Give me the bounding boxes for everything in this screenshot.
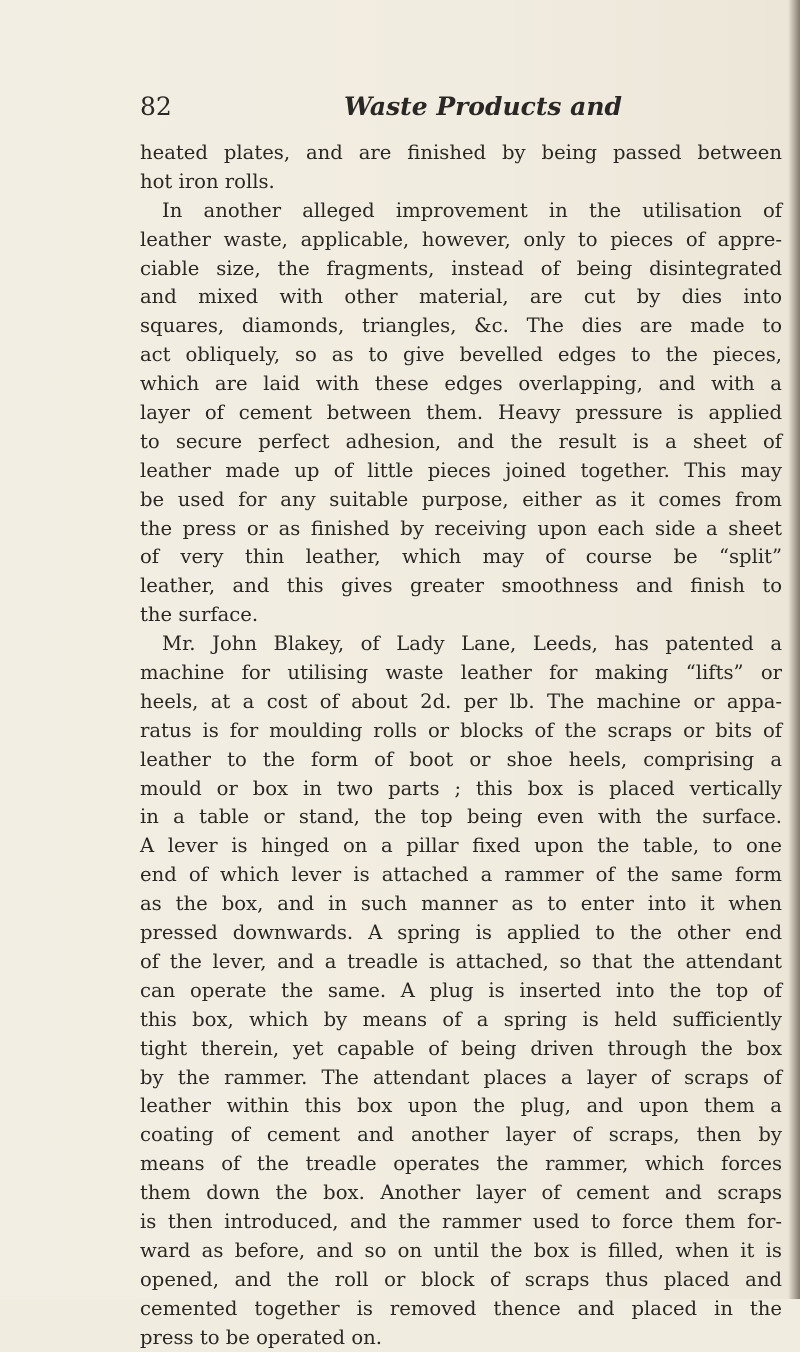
text-line: leather made up of little pieces joined together. This may — [140, 458, 782, 482]
text-line: tight therein, yet capable of being driven through the box — [140, 1036, 782, 1060]
text-line: in a table or stand, the top being even with the surface. — [140, 805, 782, 829]
text-line: the surface. — [140, 603, 259, 627]
text-line: of very thin leather, which may of course be “split” — [140, 545, 782, 569]
text-line: which are laid with these edges overlapping, and with a — [140, 372, 782, 396]
text-line: ciable size, the fragments, instead of being disintegrated — [140, 256, 782, 280]
text-line: leather waste, applicable, however, only to pieces of appre- — [140, 227, 782, 251]
page-header — [140, 92, 780, 132]
text-line: press to be operated on. — [140, 1325, 382, 1349]
text-line: act obliquely, so as to give bevelled edges to the pieces, — [140, 343, 782, 367]
page-edge-shadow — [788, 0, 800, 1299]
body-text — [140, 139, 782, 1352]
text-line: pressed downwards. A spring is applied to the other end — [140, 921, 782, 945]
text-line: means of the treadle operates the rammer, which forces — [140, 1152, 782, 1176]
text-line: ratus is for moulding rolls or blocks of the scraps or bits of — [140, 718, 782, 742]
text-line: ward as before, and so on until the box is filled, when it is — [140, 1238, 782, 1262]
text-line: heated plates, and are finished by being passed between — [140, 141, 782, 164]
paragraph-start-line: Mr. John Blakey, of Lady Lane, Leeds, has patented a — [162, 632, 782, 656]
text-line: can operate the same. A plug is inserted into the top of — [140, 978, 782, 1002]
text-line: them down the box. Another layer of cement and scraps — [140, 1181, 782, 1205]
text-line: A lever is hinged on a pillar fixed upon the table, to one — [140, 834, 782, 858]
text-line: opened, and the roll or block of scraps thus placed and — [140, 1267, 782, 1291]
text-line: to secure perfect adhesion, and the result is a sheet of — [140, 429, 782, 453]
text-line: layer of cement between them. Heavy pressure is applied — [140, 401, 782, 425]
text-line: squares, diamonds, triangles, &c. The dies are made to — [140, 314, 782, 338]
text-line: as the box, and in such manner as to enter into it when — [140, 892, 782, 916]
text-line: coating of cement and another layer of scraps, then by — [140, 1123, 782, 1147]
text-line: is then introduced, and the rammer used to force them for- — [140, 1209, 782, 1233]
text-line: hot iron rolls. — [140, 169, 275, 193]
text-line: heels, at a cost of about 2d. per lb. The machine or appa- — [140, 689, 782, 713]
text-line: cemented together is removed thence and placed in the — [140, 1296, 782, 1320]
text-line: leather within this box upon the plug, and upon them a — [140, 1094, 782, 1118]
text-line: leather, and this gives greater smoothness and finish to — [140, 574, 782, 598]
text-line: leather to the form of boot or shoe heels, comprising a — [140, 747, 782, 771]
page-number: 82 — [140, 92, 172, 121]
text-line: the press or as finished by receiving upon each side a sheet — [140, 516, 782, 540]
text-line: and mixed with other material, are cut by dies into — [140, 285, 782, 309]
text-line: of the lever, and a treadle is attached, so that the attendant — [140, 949, 782, 973]
text-line: by the rammer. The attendant places a layer of scraps of — [140, 1065, 782, 1089]
text-line: mould or box in two parts ; this box is placed vertically — [140, 776, 782, 800]
text-line: machine for utilising waste leather for making “lifts” or — [140, 661, 782, 685]
paragraph-start-line: In another alleged improvement in the utilisation of — [162, 198, 782, 222]
text-line: end of which lever is attached a rammer of the same form — [140, 863, 782, 887]
running-title: Waste Products and — [344, 92, 623, 121]
text-line: this box, which by means of a spring is held sufficiently — [140, 1007, 782, 1031]
text-line: be used for any suitable purpose, either as it comes from — [140, 487, 782, 511]
